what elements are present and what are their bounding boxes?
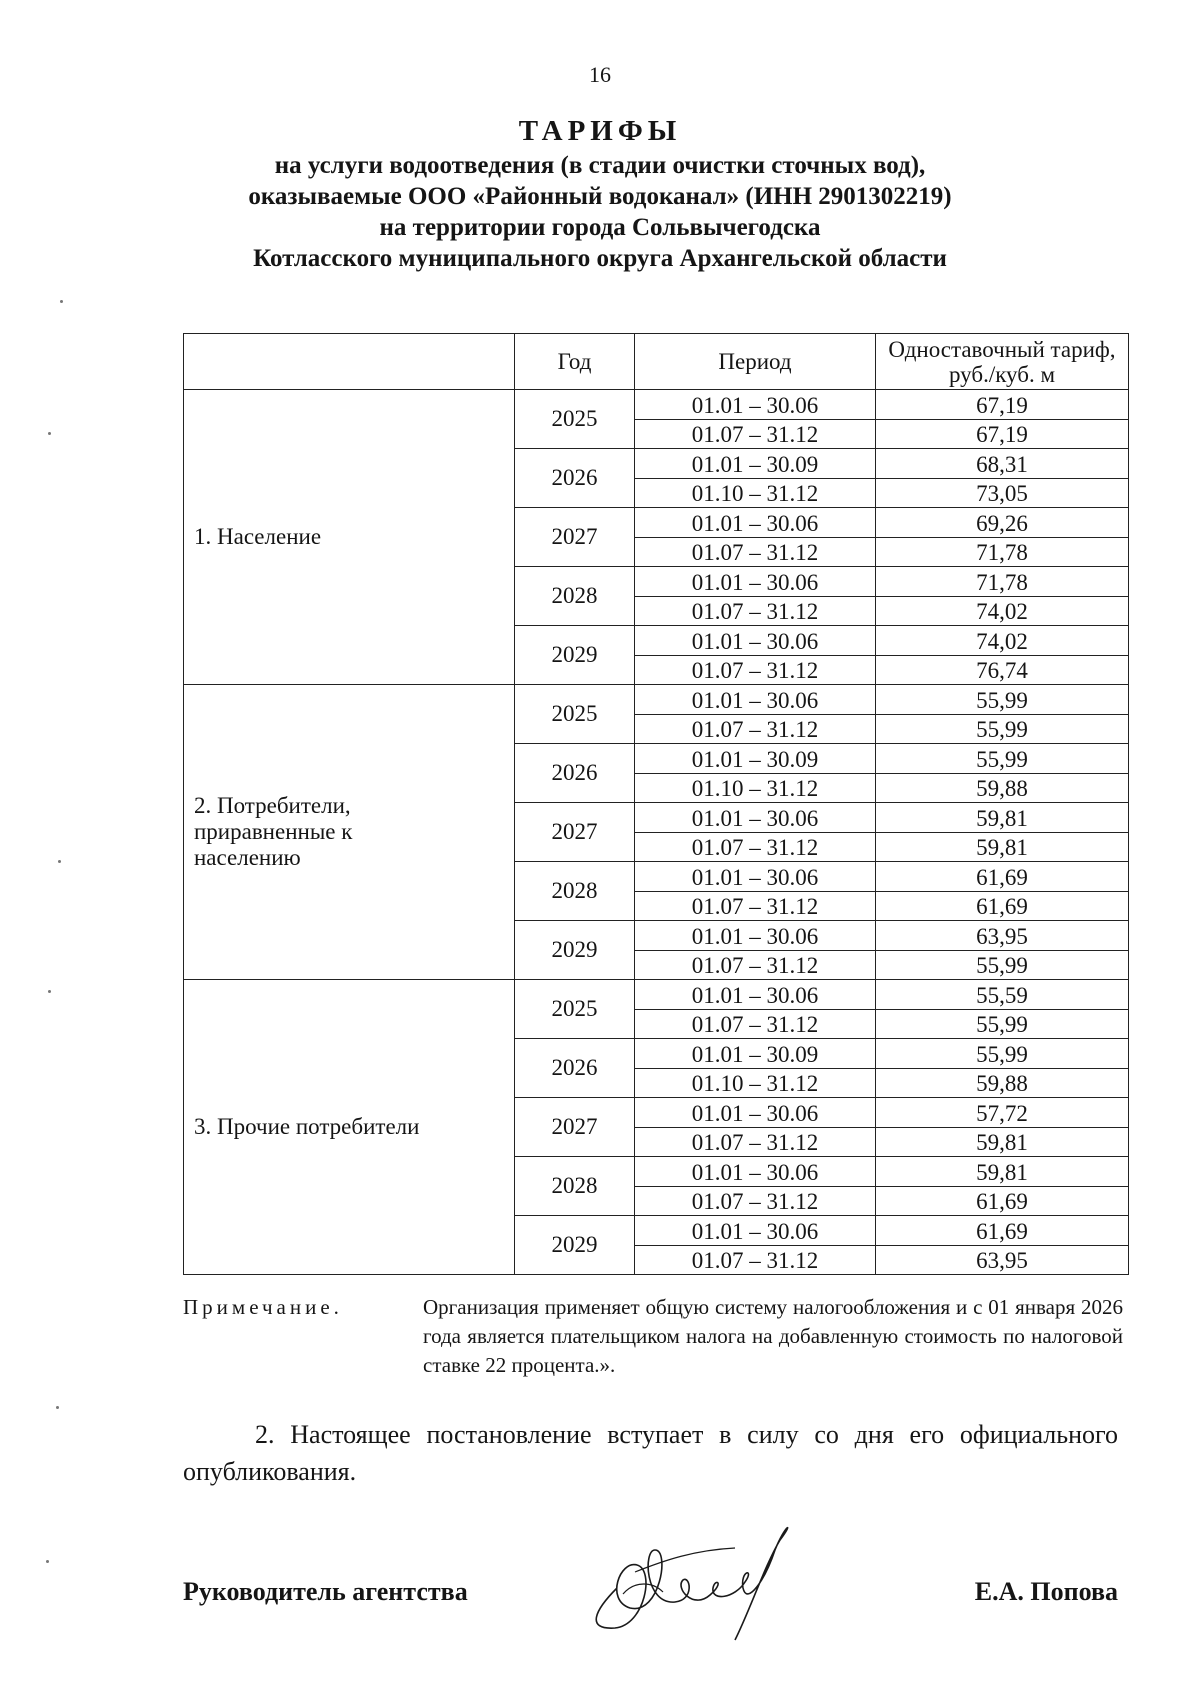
year-cell: 2026 (515, 449, 635, 508)
period-cell: 01.01 – 30.06 (635, 803, 876, 833)
period-cell: 01.01 – 30.06 (635, 508, 876, 538)
table-row (184, 390, 1129, 420)
period-cell: 01.07 – 31.12 (635, 1127, 876, 1157)
period-cell: 01.01 – 30.06 (635, 390, 876, 420)
tariff-cell: 74,02 (876, 626, 1129, 656)
scan-mark (58, 860, 61, 863)
year-cell: 2028 (515, 1157, 635, 1216)
tariff-cell: 61,69 (876, 862, 1129, 892)
tariff-cell: 61,69 (876, 1216, 1129, 1246)
tariff-cell: 55,99 (876, 714, 1129, 744)
category-cell: 3. Прочие потребители (184, 980, 515, 1275)
period-cell: 01.01 – 30.06 (635, 1098, 876, 1128)
tariff-cell: 76,74 (876, 655, 1129, 685)
year-cell: 2027 (515, 508, 635, 567)
scan-mark (48, 432, 51, 435)
tariff-cell: 61,69 (876, 891, 1129, 921)
tariff-cell: 61,69 (876, 1186, 1129, 1216)
tariff-cell: 59,81 (876, 1127, 1129, 1157)
period-cell: 01.07 – 31.12 (635, 1009, 876, 1039)
tariff-cell: 55,99 (876, 950, 1129, 980)
scan-mark (56, 1406, 59, 1409)
table-row (184, 980, 1129, 1010)
period-cell: 01.07 – 31.12 (635, 655, 876, 685)
header-category (184, 334, 515, 390)
year-cell: 2027 (515, 803, 635, 862)
tariff-cell: 55,99 (876, 1009, 1129, 1039)
document-title (150, 112, 1050, 274)
period-cell: 01.01 – 30.06 (635, 862, 876, 892)
scan-mark (46, 1560, 49, 1563)
page-number: 16 (589, 62, 611, 87)
title-line: Котласского муниципального округа Архангельской области (253, 245, 947, 272)
category-cell: 2. Потребители, приравненные к населению (184, 685, 515, 980)
tariff-cell: 71,78 (876, 537, 1129, 567)
tariff-cell: 55,59 (876, 980, 1129, 1010)
tariff-cell: 57,72 (876, 1098, 1129, 1128)
tariff-cell: 67,19 (876, 390, 1129, 420)
period-cell: 01.01 – 30.06 (635, 567, 876, 597)
period-cell: 01.10 – 31.12 (635, 773, 876, 803)
signatory-name: Е.А. Попова (974, 1577, 1118, 1606)
tariff-cell: 59,81 (876, 803, 1129, 833)
header-tariff: Одноставочный тариф, руб./куб. м (876, 334, 1129, 390)
tariff-cell: 59,81 (876, 1157, 1129, 1187)
period-cell: 01.07 – 31.12 (635, 537, 876, 567)
title-main: ТАРИФЫ (518, 115, 682, 147)
period-cell: 01.07 – 31.12 (635, 1245, 876, 1275)
table-header-row (184, 334, 1129, 390)
period-cell: 01.07 – 31.12 (635, 950, 876, 980)
tariff-cell: 67,19 (876, 419, 1129, 449)
year-cell: 2029 (515, 626, 635, 685)
period-cell: 01.07 – 31.12 (635, 832, 876, 862)
year-cell: 2029 (515, 921, 635, 980)
handwritten-signature (575, 1510, 805, 1645)
tariff-cell: 63,95 (876, 1245, 1129, 1275)
year-cell: 2026 (515, 744, 635, 803)
tariff-cell: 55,99 (876, 1039, 1129, 1069)
title-line: на территории города Сольвычегодска (379, 214, 821, 241)
note-label: Примечание. (183, 1295, 343, 1319)
tariff-cell: 69,26 (876, 508, 1129, 538)
year-cell: 2025 (515, 685, 635, 744)
tariff-cell: 59,88 (876, 1068, 1129, 1098)
period-cell: 01.01 – 30.06 (635, 685, 876, 715)
period-cell: 01.01 – 30.06 (635, 980, 876, 1010)
period-cell: 01.01 – 30.06 (635, 1216, 876, 1246)
year-cell: 2027 (515, 1098, 635, 1157)
period-cell: 01.10 – 31.12 (635, 478, 876, 508)
year-cell: 2026 (515, 1039, 635, 1098)
note-text: Организация применяет общую систему налогообложения и с 01 января 2026 года является плательщиком налога на добавленную стоимость по налоговой ставке 22 процента.». (423, 1295, 1123, 1377)
signatory-role: Руководитель агентства (183, 1577, 468, 1606)
tariff-cell: 74,02 (876, 596, 1129, 626)
category-cell: 1. Население (184, 390, 515, 685)
tariff-cell: 59,81 (876, 832, 1129, 862)
tariff-cell: 73,05 (876, 478, 1129, 508)
header-period: Период (635, 334, 876, 390)
tariff-cell: 59,88 (876, 773, 1129, 803)
year-cell: 2029 (515, 1216, 635, 1275)
period-cell: 01.01 – 30.06 (635, 921, 876, 951)
tariff-table (183, 333, 1129, 1275)
period-cell: 01.01 – 30.09 (635, 449, 876, 479)
scan-mark (48, 990, 51, 993)
title-line: оказываемые ООО «Районный водоканал» (ИНН 2901302219) (248, 183, 952, 210)
period-cell: 01.07 – 31.12 (635, 419, 876, 449)
title-line: на услуги водоотведения (в стадии очистки сточных вод), (274, 152, 926, 179)
tariff-cell: 71,78 (876, 567, 1129, 597)
period-cell: 01.07 – 31.12 (635, 596, 876, 626)
period-cell: 01.10 – 31.12 (635, 1068, 876, 1098)
year-cell: 2028 (515, 862, 635, 921)
period-cell: 01.01 – 30.06 (635, 1157, 876, 1187)
table-row (184, 685, 1129, 715)
period-cell: 01.07 – 31.12 (635, 714, 876, 744)
header-year: Год (515, 334, 635, 390)
period-cell: 01.07 – 31.12 (635, 1186, 876, 1216)
period-cell: 01.01 – 30.09 (635, 1039, 876, 1069)
tariff-cell: 55,99 (876, 685, 1129, 715)
year-cell: 2025 (515, 390, 635, 449)
tariff-cell: 55,99 (876, 744, 1129, 774)
scan-mark (60, 300, 63, 303)
tariff-cell: 68,31 (876, 449, 1129, 479)
period-cell: 01.01 – 30.06 (635, 626, 876, 656)
table-body (184, 390, 1129, 1275)
year-cell: 2028 (515, 567, 635, 626)
period-cell: 01.01 – 30.09 (635, 744, 876, 774)
year-cell: 2025 (515, 980, 635, 1039)
clause-text: 2. Настоящее постановление вступает в силу со дня его официального опубликования. (183, 1420, 1118, 1486)
period-cell: 01.07 – 31.12 (635, 891, 876, 921)
tariff-cell: 63,95 (876, 921, 1129, 951)
